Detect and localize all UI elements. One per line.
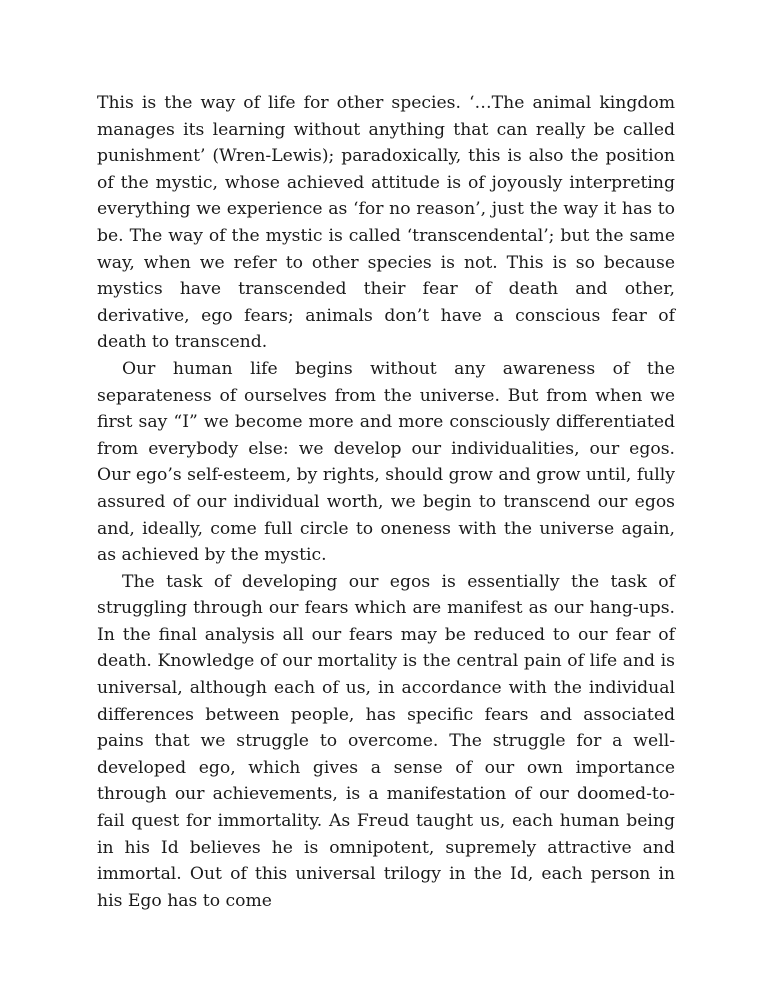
page-body [97, 90, 675, 914]
paragraph-1: This is the way of life for other species. ‘…The animal kingdom manages its learning without anything that can really be called punishment’ (Wren-Lewis); paradoxically, this is also the position of the mystic, whose achieved attitude is of joyously interpreting everything we experience as ‘for no reason’, just the way it has to be. The way of the mystic is called ‘transcendental’; but the same way, when we refer to other species is not. This is so because mystics have transcended their fear of death and other, derivative, ego fears; animals don’t have a conscious fear of death to transcend. [97, 93, 675, 353]
paragraph-3: The task of developing our egos is essentially the task of struggling through our fears which are manifest as our hang-ups. In the final analysis all our fears may be reduced to our fear of death. Knowledge of our mortality is the central pain of life and is universal, although each of us, in accordance with the individual differences between people, has specific fears and associated pains that we struggle to overcome. The struggle for a well-developed ego, which gives a sense of our own importance through our achievements, is a manifestation of our doomed-to-fail quest for immortality. As Freud taught us, each human being in his Id believes he is omnipotent, supremely attractive and immortal. Out of this universal trilogy in the Id, each person in his Ego has to come [97, 571, 675, 911]
paragraph-2: Our human life begins without any awareness of the separateness of ourselves from the universe. But from when we first say “I” we become more and more consciously differentiated from everybody else: we develop our individualities, our egos. Our ego’s self-esteem, by rights, should grow and grow until, fully assured of our individual worth, we begin to transcend our egos and, ideally, come full circle to oneness with the universe again, as achieved by the mystic. [97, 358, 675, 566]
